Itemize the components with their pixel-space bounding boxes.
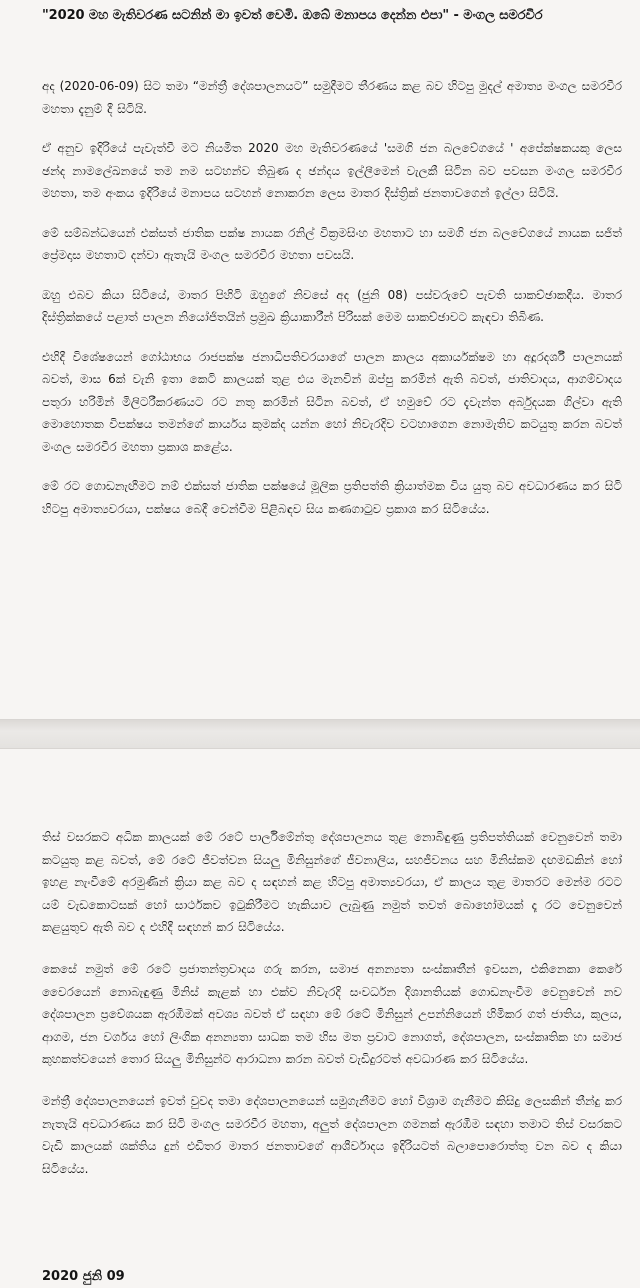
paragraph-4: ඔහු එබව කියා සිටියේ, මාතර පිහිටි ඔහුගේ නිවසේ අද (ජුනි 08) පස්වරුවේ පැවති සාකච්ඡාකදීය. මාතර දිස්ත්‍රික්කයේ පළාත් පාලන නියෝජිතයින් ප්‍රමුඛ ක්‍රියාකාරීන් පිරිසක් මෙම සාකච්ඡාවට කැඳවා තිබිණ. — [42, 287, 622, 324]
document-page-2 — [0, 748, 640, 1288]
paragraph-3: මේ සම්බන්ධයෙන් එක්සත් ජාතික පක්ෂ නායක රනිල් වික්‍රමසිංහ මහතාට හා සමගි ජන බලවේගයේ නායක සජිත් ප්‍රේමදාස මහතාට දන්වා ඇතැයි මංගල සමරවීර මහතා පවසයි. — [42, 225, 622, 262]
paragraph-8: කෙසේ නමුත් මේ රටේ ප්‍රජාතන්ත්‍රවාදය ගරු කරන, සමාජ අනන්‍යතා සංස්කෘතීන් ඉවසන, එකිනෙකා කෙරේ වෛරයෙන් නොබැඳුණු මිනිස් කැළක් හා එක්ව නිවැරදි සංවර්ධන දිශානතියක් ගොඩනැංවීම වෙනුවෙන් නව දේශපාලන ප්‍රවේශයක ඇරඹීමක් අවශ්‍ය බවත් ඒ සඳහා මේ රටේ මිනිසුන් උපන්නියෙන් හිමිකර ගත් ජාතිය, කුලය, ආගම, ජන වර්ගය හෝ ලිංගික අනන්‍යතා සාධක තම හිස මත ප්‍රවාට නොගත්, දේශපාලන, සංස්කෘතික හා සමාජ කුහකත්වයෙන් තොර සියලු මිනිසුන්ට ආරාධනා කරන බවත් වැඩිදුරටත් අවධාරණ කර සිටියේය. — [42, 961, 622, 1067]
article-title: "2020 මහ මැතිවරණ සටනින් මා ඉවත් වෙමි. ඔබේ මනාපය දෙන්න එපා" - මංගල සමරවීර — [42, 8, 543, 23]
paragraph-7: තිස් වසරකට අධික කාලයක් මේ රටේ පාර්ලිමේන්තු දේශපාලනය තුළ නොබිඳුණු ප්‍රතිපත්තියක් වෙනුවෙන් තමා කටයුතු කළ බවත්, මේ රටේ ජීවත්වන සියලු මිනිසුන්ගේ ජීවනාලිය, සහජීවනය සහ මිනිස්කම දඟමඩකින් හෝ ඉහළ නැංවීමේ අරමුණින් ක්‍රියා කළ බව ද සඳහන් කළ හිටපු අමාත්‍යවරයා, ඒ කාලය තුළ මාතරට මෙන්ම රටට යම් වැඩකොටසක් හෝ සාර්ථකව ඉටුකිරීමට හැකියාව ලැබුණු නමුත් තවත් බොහෝමයක් දෑ රට වෙනුවෙන් කළයුතුව ඇති බව ද එහිදී සඳහන් කර සිටියේය. — [42, 830, 622, 935]
article-date: 2020 ජුනි 09 — [42, 1269, 125, 1284]
paragraph-5: එහිදී විශේෂයෙන් ගෝඨාභය රාජපක්ෂ ජනාධිපතිවරයාගේ පාලන කාලය අකාර්යක්ෂම හා අදූරදර්ශී පාලනයක් බවත්, මාස 6ක් වැනි ඉතා කෙටි කාලයක් තුළ එය මැනවින් ඔප්පු කරමින් ඇති බවත්, ජාතිවාදය, ආගම්වාදය පතුරා හරිමින් මිලිටරීකරණයට රට නතු කරමින් සිටින බවත්, ඒ හමුවේ රට දැවැන්ත අර්බුදයක ගිල්වා ඇති මොහොතක විපක්ෂය තමන්ගේ කාර්යය කුමක්ද යන්න හෝ නිවැරදිව වටහාගෙන නොමැතිව කටයුතු කරන බවත් මංගල සමරවීර මහතා ප්‍රකාශ කළේය. — [42, 349, 622, 454]
paragraph-1: අද (2020-06-09) සිට තමා “මන්ත්‍රී දේශපාලනයට” සමුදීමට තීරණය කළ බව හිටපු මුදල් අමාත්‍ය මංගල සමරවීර මහතා දැනුම් දී සිටියි. — [42, 79, 622, 116]
paragraph-2: ඒ අනුව ඉදිරියේ පැවැත්වී මට නියමිත 2020 මහ මැතිවරණයේ 'සමගි ජන බලවේගයේ ' අපේක්ෂකයකු ලෙස ඡන්ද නාමලේඛනයේ තම නම සටහන්ව තිබුණ ද ඡන්දය ඉල්ලීමෙන් වැලකී සිටින බව පවසන මංගල සමරවීර මහතා, තම අංකය ඉදිරියේ මනාපය සටහන් නොකරන ලෙස මාතර දිස්ත්‍රික් ජනතාවගෙන් ඉල්ලා සිටියි. — [42, 141, 622, 200]
paragraph-6: මේ රට ගොඩනැඟීමට නම් එක්සත් ජාතික පක්ෂයේ මූලික ප්‍රතිපත්ති ක්‍රියාත්මක විය යුතු බව අවධාරණය කර සිටි හිටපු අමාත්‍යවරයා, පක්ෂය බෙදී වෙන්වීම පිළිබඳව සිය කණගාටුව ප්‍රකාශ කර සිටියේය. — [42, 479, 622, 516]
page-separator — [0, 720, 640, 748]
paragraph-9: මන්ත්‍රී දේශපාලනයෙන් ඉවත් වුවද තමා දේශපාලනයෙන් සමුගැනීමට හෝ විශ්‍රාම ගැනීමට කිසිදු ලෙසකින් තීන්දු කර නැතැයි අවධාරණය කර සිටි මංගල සමරවීර මහතා, අලුත් දේශපාලන ගමනක් ඇරඹීම සඳහා තමාට තිස් වසරකට වැඩි කාලයක් ශක්තිය දුන් එඩිතර මාතර ජනතාවගේ ආශීර්වාදය ඉදිරියටත් බලාපොරොත්තු වන බව ද කියා සිටියේය. — [42, 1093, 622, 1176]
